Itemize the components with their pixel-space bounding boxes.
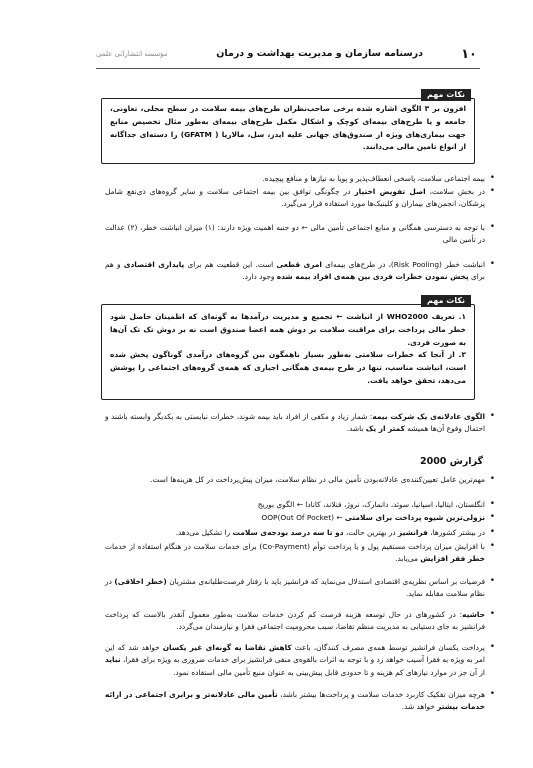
book-title: درسنامه سازمان و مدیریت بهداشت و درمان — [216, 48, 423, 59]
list-item: • انباشت خطر (Risk Pooling)، در طرح‌های بیمه‌ای امری قطعی است. این قطعیت هم برای پایداری اقتصادی و هم برای پخش نمودن خطرات فردی بین همه‌ی افراد بیمه شده وجود دارد. — [105, 259, 495, 282]
list-item: • فرضیات بر اساس نظریه‌ی اقتصادی استدلال می‌نماید که فرانشیز باید با رفتار فرصت‌طلبانه‌ی مشتریان (خطر اخلاقی) در نظام سلامت مقابله نماید. — [105, 576, 495, 599]
important-note-box — [101, 296, 475, 400]
section-title: گزارش 2000 — [419, 456, 483, 467]
list-item: • در بیشتر کشورها، فرانشیز در بهترین حالت، دو تا سه درصد بودجه‌ی سلامت را تشکیل می‌دهد. — [175, 527, 495, 537]
list-item: • الگوی عادلانه‌ی یک شرکت بیمه: شمار زیاد و مکفی از افراد باید بیمه شوند، خطرات نبایستی به یکدیگر وابسته باشند و احتمال وقوع آن‌ها همیشه کمتر از یک باشد. — [105, 411, 495, 434]
header-divider — [96, 68, 480, 69]
publisher-name: مؤسسه انتشاراتی علمی — [96, 50, 168, 58]
note-title: نکات مهم — [421, 295, 471, 307]
page-header — [0, 40, 533, 66]
list-item: • در بخش سلامت، اصل تفویض اختیار در چگونگی توافق بین بیمه اجتماعی سلامت و سایر گروه‌های ذی‌نفع شامل پزشکان، انجمن‌های بیماران و کلینیک‌ها مورد استفاده قرار می‌گیرد. — [105, 186, 495, 209]
note-item: ۱. تعریف WHO2000 از انباشت ← تجمیع و مدیریت درآمدها به گونه‌ای که اطمینان حاصل شود خطر مالی پرداخت برای مراقبت سلامت بر دوش همه اعضا صندوق است نه بر دوش تک تک آن‌ها به صورت فردی. — [110, 312, 466, 347]
list-item: • هرچه میزان تفکیک کاربرد خدمات سلامت و پرداخت‌ها بیشتر باشد، تأمین مالی عادلانه‌تر و برابری اجتماعی در ارائه خدمات بیشتر خواهد شد. — [105, 689, 495, 712]
list-item: • نزولی‌ترین شیوه پرداخت برای سلامتی ← OOP(Out Of Pocket) — [261, 512, 495, 522]
list-item: • انگلستان، ایتالیا، اسپانیا، سوئد، دانمارک، نروژ، فنلاند، کانادا ← الگوی بوریج — [257, 499, 495, 509]
list-item: • مهم‌ترین عامل تعیین‌کننده‌ی عادلانه‌بودن تأمین مالی در نظام سلامت، میزان پیش‌پرداخت در کل هزینه‌ها است. — [150, 474, 495, 484]
list-item: • پرداخت یکسان فرانشیز توسط همه‌ی مصرف کنندگان، باعث کاهش تقاضا به گونه‌ای غیر یکسان خواهد شد که این امر به ویژه به فقرا آسیب خواهد زد و با توجه به اثرات بالقوه‌ی منفی فرانشیز برای خدمات ضروری به ویژه برای فقرا، نباید از آن جز در موارد نیازهای کم هزینه و تا حدودی قابل پیش‌بینی به عنوان منبع تأمین مالی استفاده نمود. — [105, 642, 495, 677]
page-number: ۱۰ — [461, 47, 477, 62]
note-title: نکات مهم — [421, 89, 471, 101]
note-paragraph: افزون بر ۳ الگوی اشاره شده برخی صاحب‌نظران طرح‌های بیمه سلامت در سطح محلی، تعاونی، جامعه و یا طرح‌های بیمه‌ای کوچک و اشکال مکمل طرح‌های بیمه‌ای به‌طور مثال تخصیص منابع جهت بیماری‌های ویژه از صندوق‌های جهانی علیه ایدز، سل، مالاریا ( GFATM) را دسته‌ای جداگانه از انواع تامین مالی می‌دانند. — [110, 104, 466, 152]
list-item: • بیمه اجتماعی سلامت، پاسخی انعطاف‌پذیر و پویا به نیازها و منافع پیچیده. — [262, 173, 495, 183]
list-item: • با توجه به دسترسی همگانی و منابع اجتماعی تأمین مالی ← دو جنبه اهمیت ویژه دارند: (۱) میزان انباشت خطر، (۲) عدالت در تأمین مالی — [105, 222, 495, 245]
note-item: ۲. از آنجا که خطرات سلامتی به‌طور بسیار ناهمگون بین گروه‌های درآمدی گوناگون پخش شده است، انباشت مناسب، تنها در طرح بیمه‌ی همگانی اجباری که همه‌ی گروه‌های اجتماعی را پوشش می‌دهد، تحقق خواهد یافت. — [110, 350, 466, 385]
note-text — [110, 103, 466, 154]
list-item: • حاشیه: در کشورهای در حال توسعه هزینه فرصت کم کردن خدمات سلامت به‌طور معمول آنقدر بالاست که پرداخت فرانشیز به جای دستیابی به مدیریت منظم تقاضا، سبب محرومیت اجتماعی فقرا و نیازمندان می‌گردد. — [105, 609, 495, 632]
important-note-box — [101, 90, 475, 164]
list-item: • با افزایش میزان پرداخت مستقیم پول و یا پرداخت توأم (Co-Payment) برای خدمات سلامت در هنگام استفاده از خدمات خطر فقر افزایش می‌یابد. — [105, 541, 495, 564]
note-text — [110, 311, 466, 388]
